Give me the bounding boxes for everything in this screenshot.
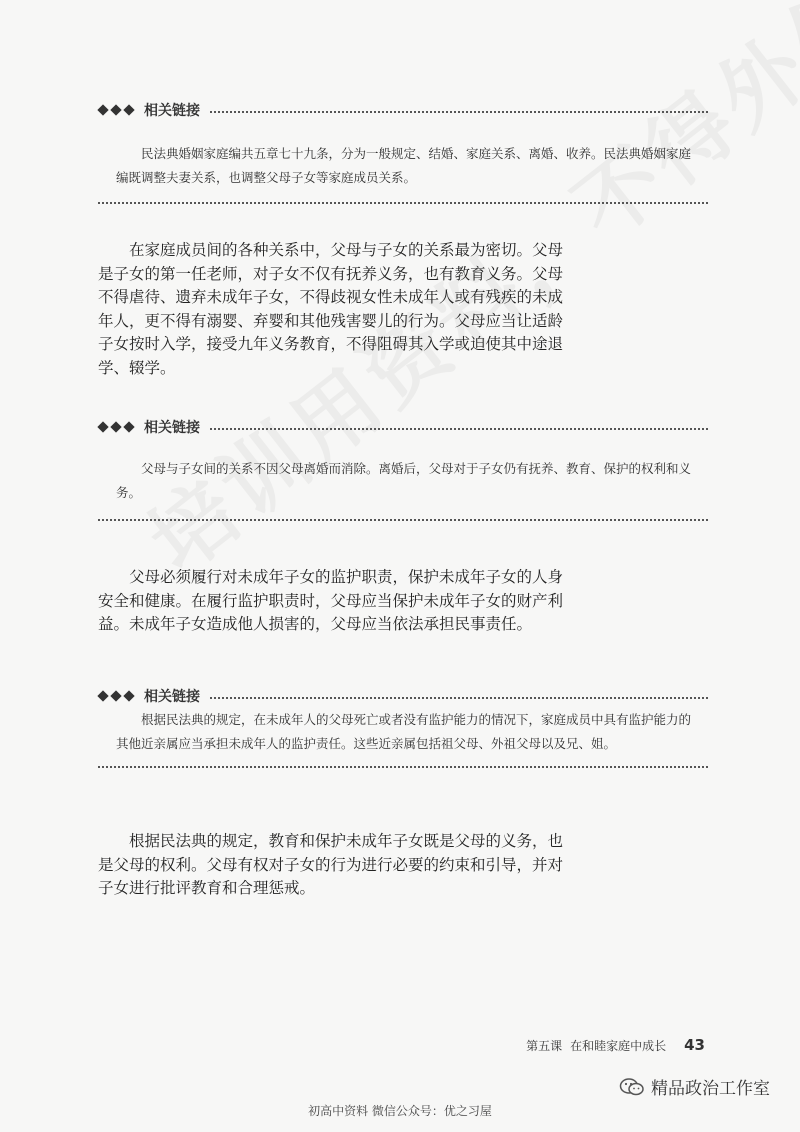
- related-link-header: [98, 417, 708, 437]
- wechat-icon: [619, 1077, 645, 1097]
- diamond-icon: [97, 104, 108, 115]
- dotted-divider: [98, 202, 708, 204]
- related-link-text: 父母与子女间的关系不因父母离婚而消除。离婚后，父母对于子女仍有抚养、教育、保护的权利和义务。: [116, 461, 692, 500]
- related-link-text: 民法典婚姻家庭编共五章七十九条，分为一般规定、结婚、家庭关系、离婚、收养。民法典婚姻家庭编既调整夫妻关系，也调整父母子女等家庭成员关系。: [116, 146, 692, 185]
- page-footer: [526, 1036, 705, 1054]
- related-link-title: 相关链接: [144, 103, 200, 119]
- diamond-icon: [123, 104, 134, 115]
- dotted-divider: [98, 519, 708, 521]
- dotted-divider: [210, 428, 708, 430]
- body-paragraph-1: 在家庭成员间的各种关系中，父母与子女的关系最为密切。父母是子女的第一任老师，对子女不仅有抚养义务，也有教育义务。父母不得虐待、遗弃未成年子女，不得歧视女性未成年人或有残疾的未成年人，更不得有溺婴、弃婴和其他残害婴儿的行为。父母应当让适龄子女按时入学，接受九年义务教育，不得阻碍其入学或迫使其中途退学、辍学。: [98, 241, 564, 377]
- related-link-header: [98, 100, 708, 120]
- diamond-icon: [123, 421, 134, 432]
- dotted-divider: [210, 111, 708, 113]
- body-paragraph-3: 根据民法典的规定，教育和保护未成年子女既是父母的义务，也是父母的权利。父母有权对子女的行为进行必要的约束和引导，并对子女进行批评教育和合理惩戒。: [98, 832, 564, 897]
- related-link-box-3: [98, 686, 708, 768]
- page-number: 43: [684, 1036, 705, 1054]
- dotted-divider: [98, 766, 708, 768]
- related-link-title: 相关链接: [144, 420, 200, 436]
- diamond-bullets: [98, 423, 134, 431]
- diamond-bullets: [98, 106, 134, 114]
- dotted-divider: [210, 697, 708, 699]
- studio-name: 精品政治工作室: [651, 1079, 770, 1099]
- lesson-number: 第五课: [526, 1039, 563, 1053]
- related-link-box-1: [98, 100, 708, 204]
- bottom-caption: 初高中资料 微信公众号：优之习屋: [308, 1104, 492, 1118]
- related-link-box-2: [98, 417, 708, 521]
- diamond-icon: [123, 690, 134, 701]
- diamond-icon: [110, 104, 121, 115]
- lesson-title: 在和睦家庭中成长: [570, 1039, 667, 1053]
- diamond-icon: [97, 421, 108, 432]
- diamond-bullets: [98, 692, 134, 700]
- related-link-text: 根据民法典的规定，在未成年人的父母死亡或者没有监护能力的情况下，家庭成员中具有监护能力的其他近亲属应当承担未成年人的监护责任。这些近亲属包括祖父母、外祖父母以及兄、姐。: [116, 712, 692, 751]
- body-paragraph-2: 父母必须履行对未成年子女的监护职责，保护未成年子女的人身安全和健康。在履行监护职责时，父母应当保护未成年子女的财产利益。未成年子女造成他人损害的，父母应当依法承担民事责任。: [98, 568, 564, 633]
- diamond-icon: [110, 421, 121, 432]
- related-link-header: [98, 686, 708, 706]
- diamond-icon: [110, 690, 121, 701]
- studio-credit: [619, 1074, 770, 1099]
- diamond-icon: [97, 690, 108, 701]
- related-link-title: 相关链接: [144, 689, 200, 705]
